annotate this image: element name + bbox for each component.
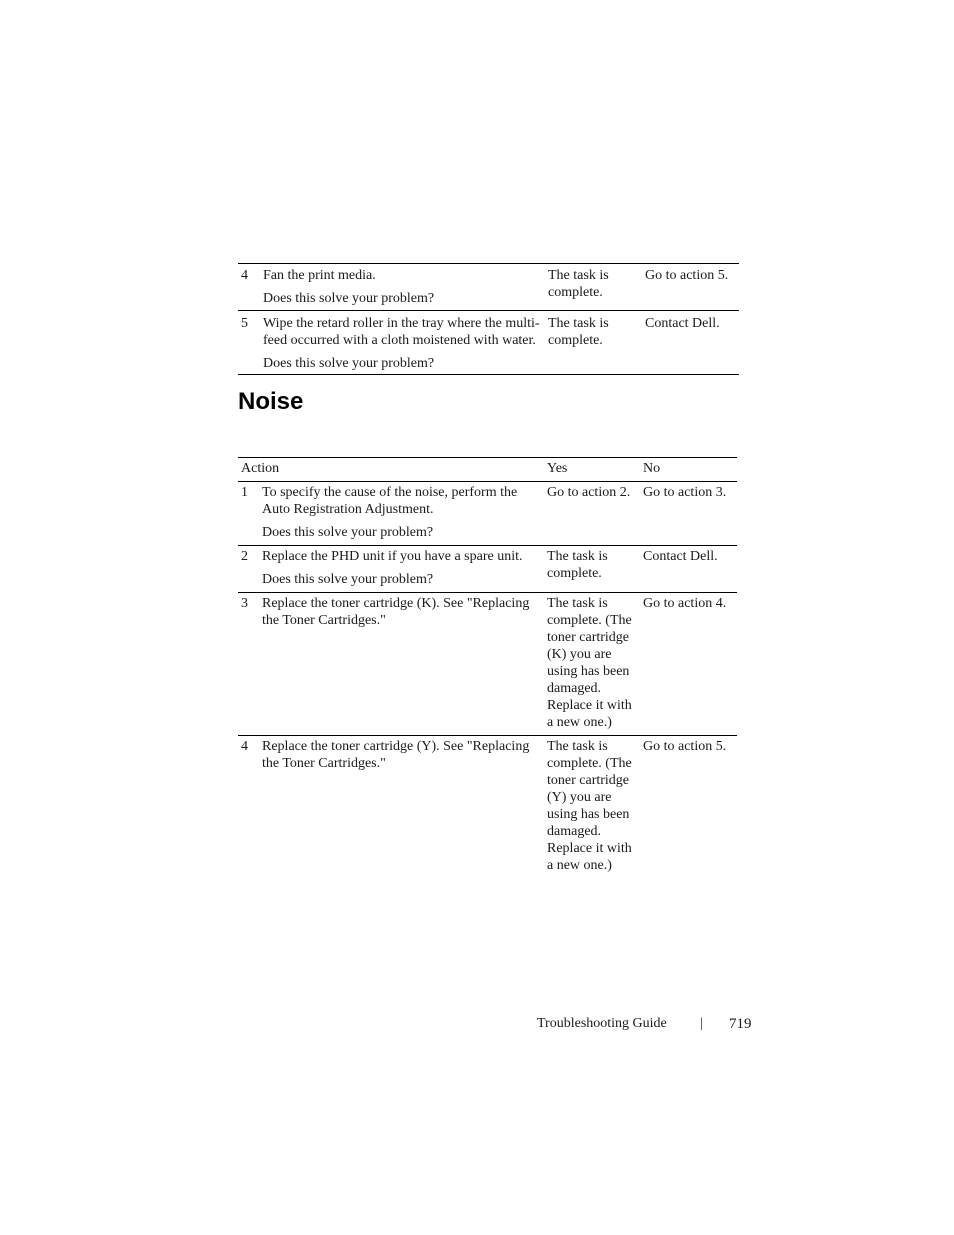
table-row (238, 736, 737, 878)
yes-cell: The task is complete. (548, 268, 609, 300)
action-cell (262, 548, 542, 588)
no-cell: Go to action 5. (645, 268, 729, 283)
no-cell: Contact Dell. (645, 316, 720, 331)
page-number: 719 (729, 1016, 752, 1032)
action-text: Replace the toner cartridge (K). See "Replacing the Toner Cartridges." (262, 596, 530, 628)
table-row (238, 311, 739, 375)
action-text: Replace the toner cartridge (Y). See "Replacing the Toner Cartridges." (262, 739, 530, 771)
no-cell: Go to action 4. (643, 596, 727, 611)
action-text: Replace the PHD unit if you have a spare unit. (262, 549, 523, 564)
action-number: 4 (241, 739, 248, 754)
action-question: Does this solve your problem? (262, 572, 434, 587)
footer-separator: | (700, 1016, 703, 1031)
noise-troubleshooting-table (238, 457, 737, 878)
action-question: Does this solve your problem? (263, 291, 435, 306)
action-cell (262, 738, 542, 772)
action-cell (262, 595, 542, 629)
yes-cell: The task is complete. (548, 316, 609, 348)
action-text: Fan the print media. (263, 268, 376, 283)
header-no: No (643, 461, 661, 476)
action-number: 3 (241, 596, 248, 611)
action-number: 1 (241, 485, 248, 500)
table-row (238, 264, 739, 311)
yes-cell: The task is complete. (547, 549, 608, 581)
action-number: 2 (241, 549, 248, 564)
footer-section-name: Troubleshooting Guide (537, 1016, 667, 1031)
table-row (238, 482, 737, 546)
action-cell (262, 484, 542, 541)
action-number: 4 (241, 268, 248, 283)
action-text: Wipe the retard roller in the tray where the multi-feed occurred with a cloth moistened with water. (263, 316, 540, 348)
action-cell (263, 267, 543, 307)
action-question: Does this solve your problem? (262, 525, 434, 540)
header-action: Action (241, 461, 280, 476)
action-cell (263, 315, 543, 372)
yes-cell: The task is complete. (The toner cartridge (Y) you are using has been damaged. Replace it with a new one.) (547, 739, 632, 873)
table-header-row (238, 458, 737, 482)
yes-cell: The task is complete. (The toner cartridge (K) you are using has been damaged. Replace it with a new one.) (547, 596, 632, 730)
continued-troubleshooting-table (238, 263, 739, 375)
action-text: To specify the cause of the noise, perform the Auto Registration Adjustment. (262, 485, 518, 517)
no-cell: Go to action 3. (643, 485, 727, 500)
section-heading: Noise (238, 388, 304, 415)
header-yes: Yes (547, 461, 568, 476)
no-cell: Go to action 5. (643, 739, 727, 754)
no-cell: Contact Dell. (643, 549, 718, 564)
yes-cell: Go to action 2. (547, 485, 631, 500)
action-number: 5 (241, 316, 248, 331)
action-question: Does this solve your problem? (263, 356, 435, 371)
table-row (238, 546, 737, 593)
table-row (238, 593, 737, 736)
